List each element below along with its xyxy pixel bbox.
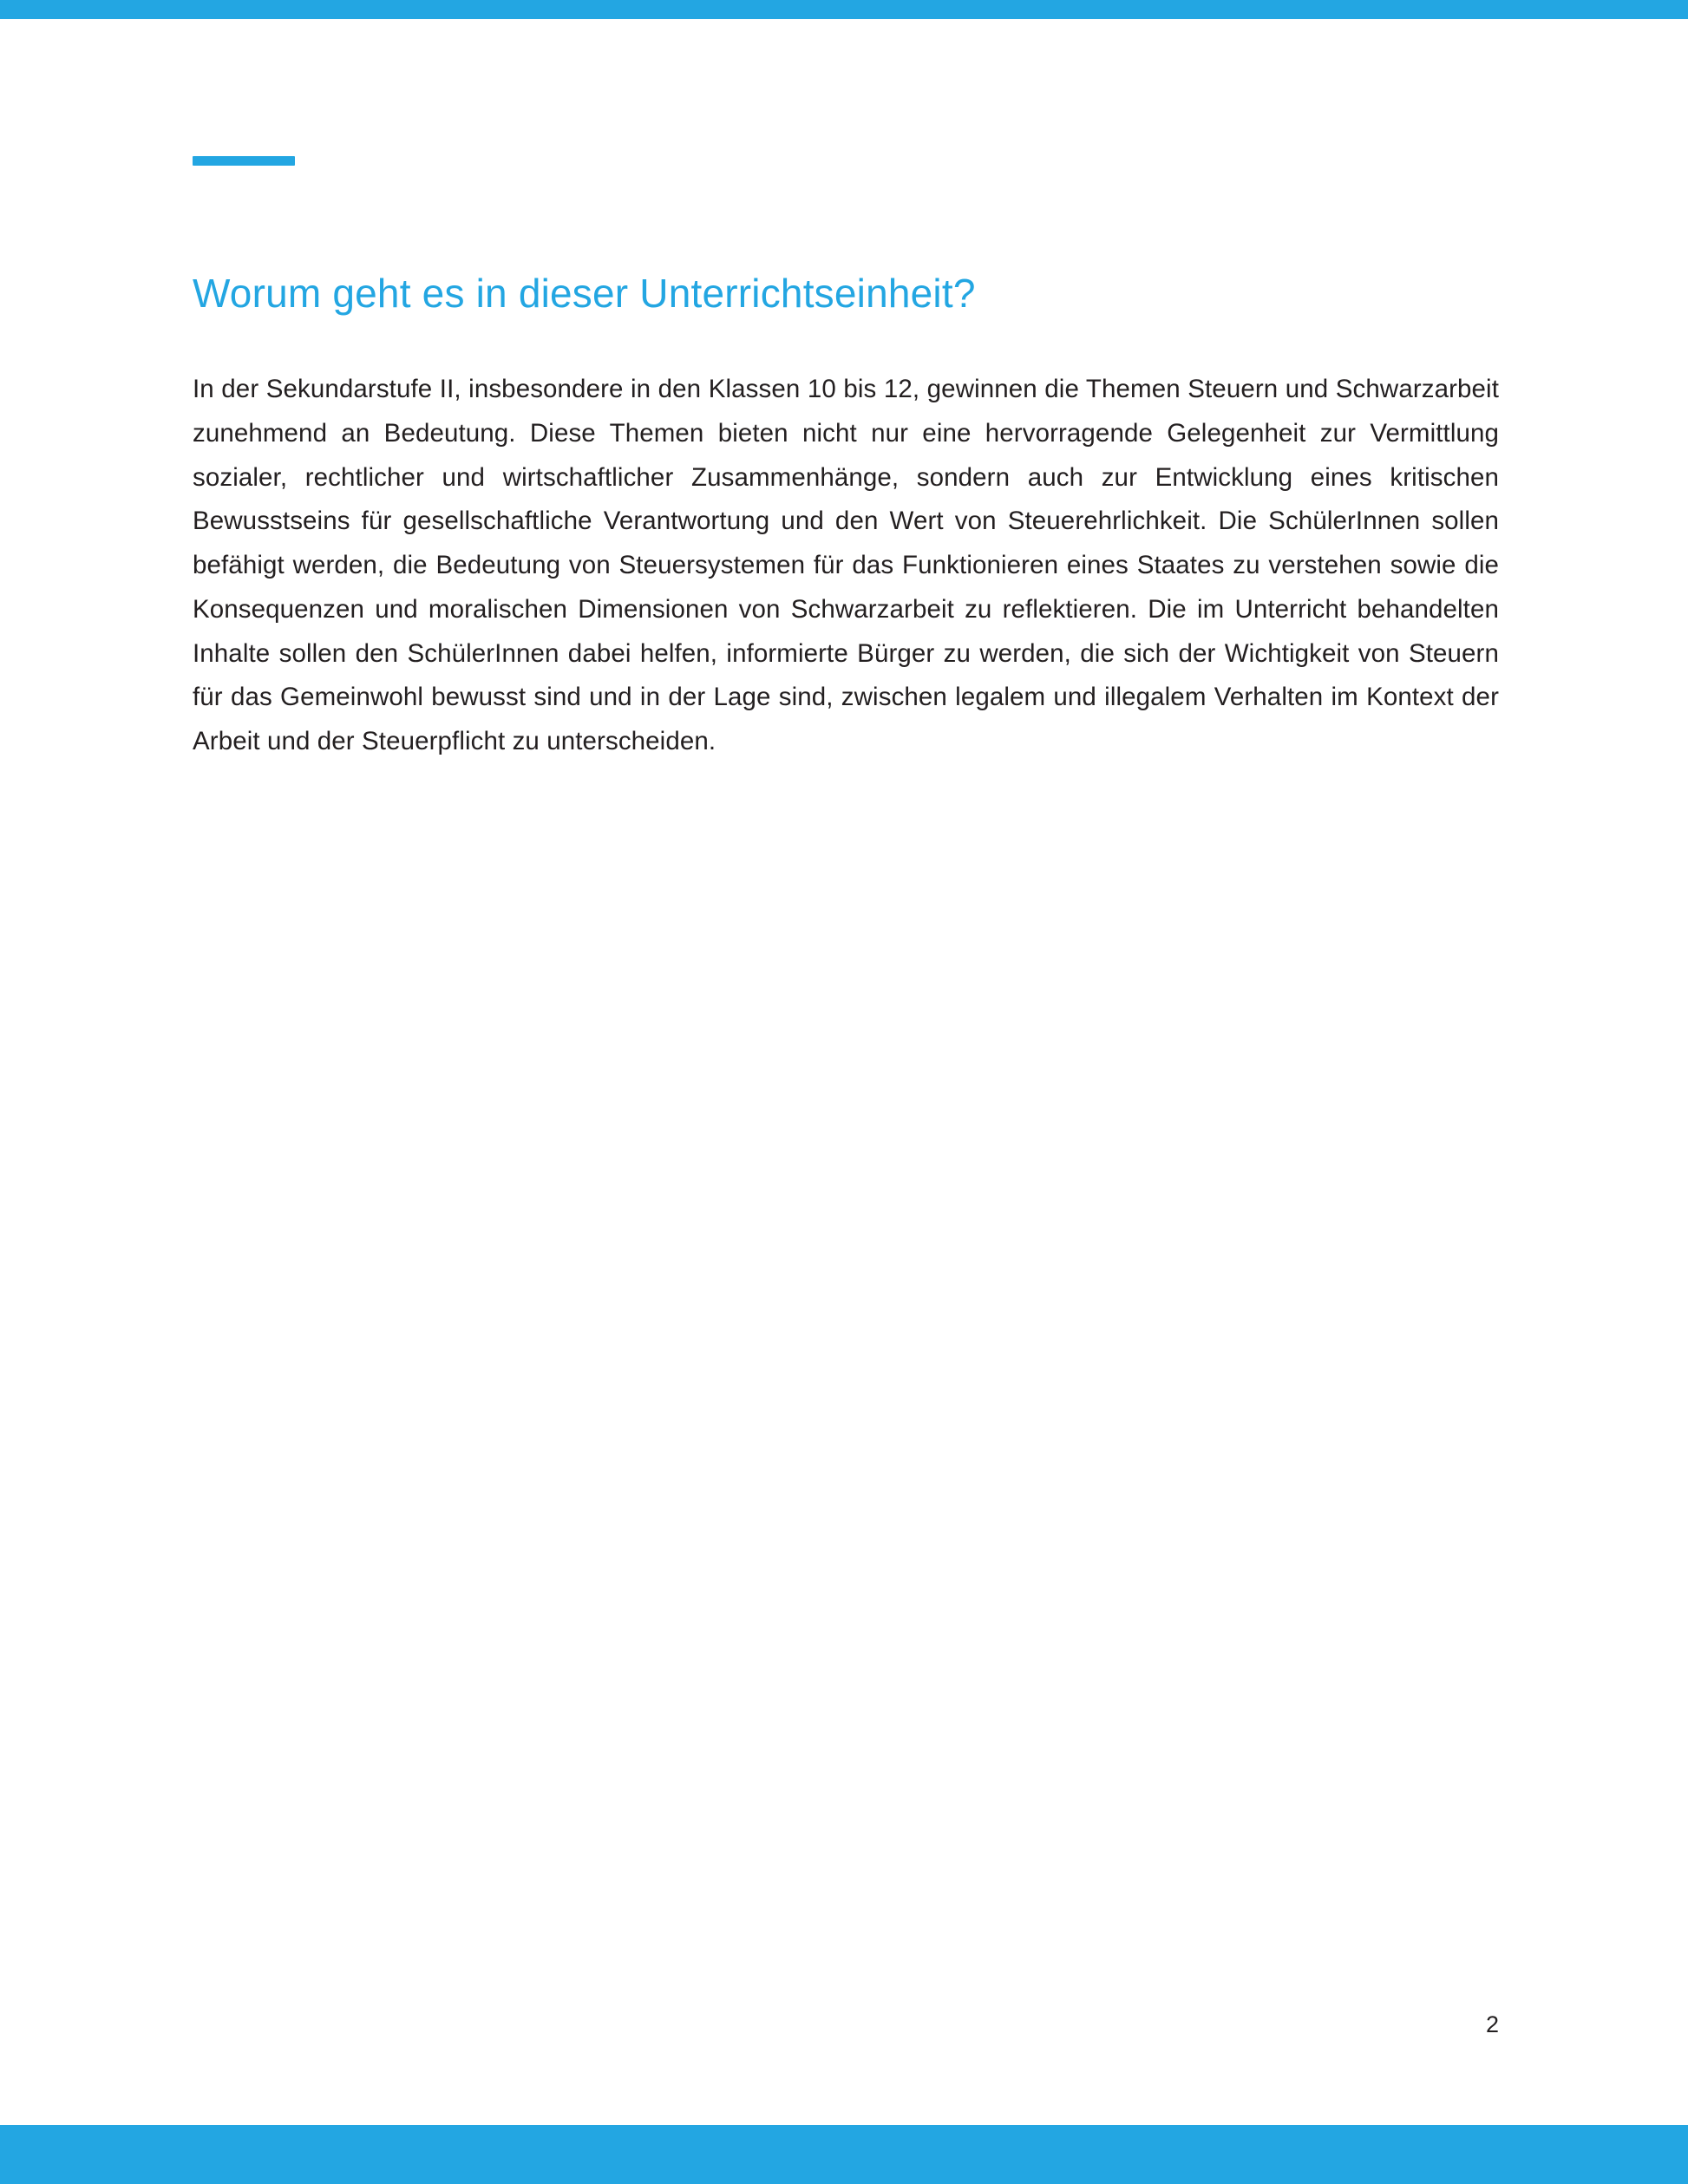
bottom-accent-bar: [0, 2125, 1688, 2184]
page-number: 2: [1485, 2011, 1499, 2037]
page-title: Worum geht es in dieser Unterrichtseinheit?: [193, 271, 976, 316]
body-paragraph: In der Sekundarstufe II, insbesondere in den Klassen 10 bis 12, gewinnen die Themen Steuern und Schwarzarbeit zunehmend an Bedeutung. Diese Themen bieten nicht nur eine hervorragende Gelegenheit zur Vermittlung sozialer, rechtlicher und wirtschaftlicher Zusammenhänge, sondern auch zur Entwicklung eines kritischen Bewusstseins für gesellschaftliche Verantwortung und den Wert von Steuerehrlichkeit. Die SchülerInnen sollen befähigt werden, die Bedeutung von Steuersystemen für das Funktionieren eines Staates zu verstehen sowie die Konsequenzen und moralischen Dimensionen von Schwarzarbeit zu reflektieren. Die im Unterricht behandelten Inhalte sollen den SchülerInnen dabei helfen, informierte Bürger zu werden, die sich der Wichtigkeit von Steuern für das Gemeinwohl bewusst sind und in der Lage sind, zwischen legalem und illegalem Verhalten im Kontext der Arbeit und der Steuerpflicht zu unterscheiden.: [193, 375, 1499, 756]
accent-rule: [193, 156, 295, 166]
top-accent-bar: [0, 0, 1688, 19]
content-column: [193, 156, 1499, 764]
